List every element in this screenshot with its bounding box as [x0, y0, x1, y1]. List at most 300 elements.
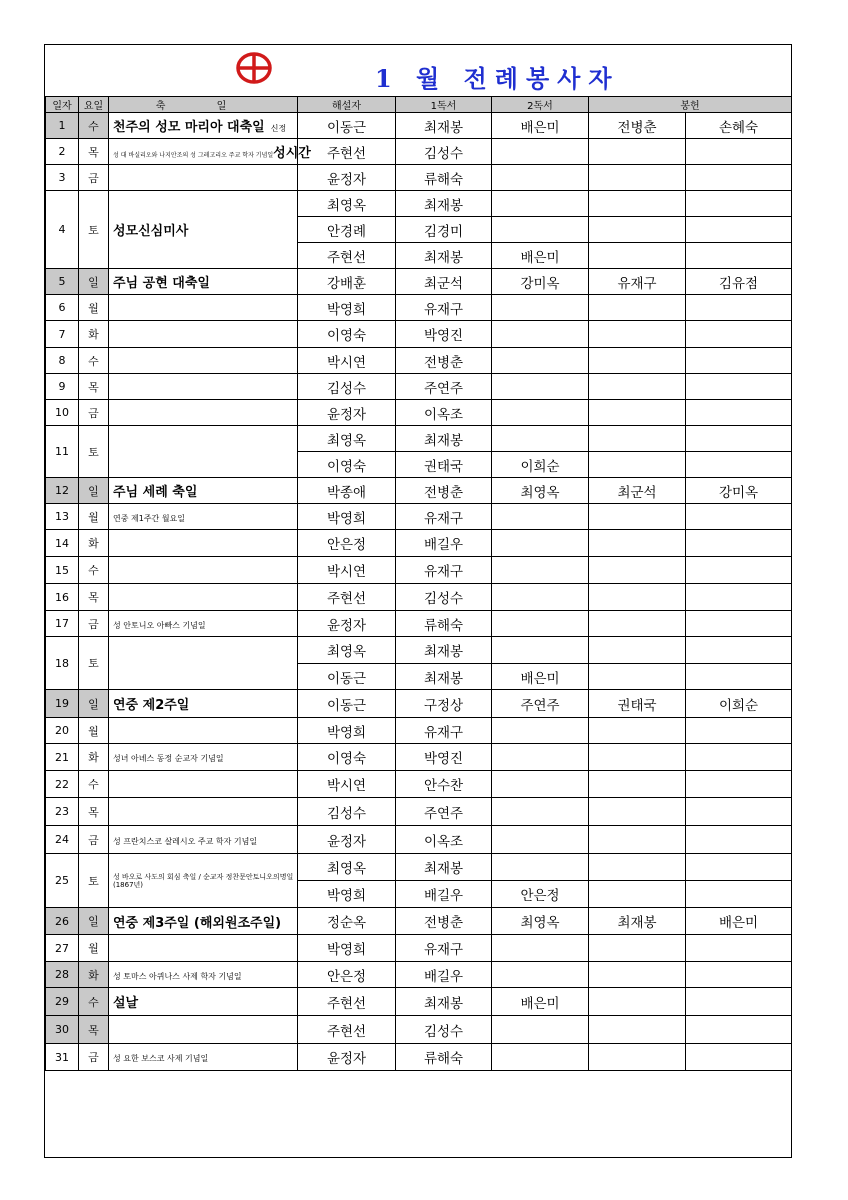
offering-cell-1: [589, 452, 686, 478]
weekday-cell: 일: [79, 908, 109, 935]
feast-name: 연중 제1주간 월요일: [113, 513, 185, 523]
date-cell: 26: [46, 908, 79, 935]
reading-1-cell: 김성수: [396, 584, 492, 611]
reading-2-cell: [492, 348, 589, 374]
reading-1-cell: 유재구: [396, 504, 492, 530]
weekday-cell: 토: [79, 191, 109, 269]
feast-cell: [109, 854, 298, 908]
commentator-cell: 박영희: [298, 718, 396, 744]
weekday-cell: 월: [79, 718, 109, 744]
offering-cell-2: [686, 504, 792, 530]
feast-name: 성 토마스 아퀴나스 사제 학자 기념일: [113, 971, 242, 981]
reading-2-cell: [492, 771, 589, 798]
offering-cell-1: [589, 504, 686, 530]
header-commentator: 해설자: [298, 97, 396, 113]
weekday-cell: 금: [79, 165, 109, 191]
header-reading-2: 2독서: [492, 97, 589, 113]
reading-2-cell: [492, 611, 589, 637]
feast-cell: [109, 935, 298, 962]
feast-cell: [109, 321, 298, 348]
commentator-cell: 최영옥: [298, 637, 396, 664]
feast-name: 성모신심미사: [113, 224, 189, 239]
date-cell: 1: [46, 113, 79, 139]
schedule-table: [45, 96, 792, 1071]
feast-cell: [109, 426, 298, 478]
offering-cell-1: [589, 321, 686, 348]
feast-cell: [109, 165, 298, 191]
feast-cell: [109, 295, 298, 321]
commentator-cell: 김성수: [298, 798, 396, 826]
table-row: [46, 908, 792, 935]
reading-1-cell: 최재봉: [396, 854, 492, 881]
feast-name: 주님 공현 대축일: [113, 276, 210, 291]
offering-cell-2: [686, 637, 792, 664]
weekday-cell: 수: [79, 348, 109, 374]
reading-1-cell: 최재봉: [396, 637, 492, 664]
cross-in-circle-icon: [235, 51, 273, 85]
feast-cell: [109, 988, 298, 1016]
table-row: [46, 557, 792, 584]
table-row: [46, 584, 792, 611]
reading-1-cell: 구정상: [396, 690, 492, 718]
offering-cell-1: [589, 664, 686, 690]
schedule-body: [46, 113, 792, 1071]
commentator-cell: 박영희: [298, 504, 396, 530]
weekday-cell: 일: [79, 478, 109, 504]
reading-1-cell: 주연주: [396, 798, 492, 826]
feast-cell: [109, 139, 311, 165]
offering-cell-2: 배은미: [686, 908, 792, 935]
date-cell: 12: [46, 478, 79, 504]
reading-1-cell: 류해숙: [396, 1044, 492, 1071]
reading-1-cell: 박영진: [396, 321, 492, 348]
reading-1-cell: 류해숙: [396, 611, 492, 637]
reading-1-cell: 주연주: [396, 374, 492, 400]
commentator-cell: 정순옥: [298, 908, 396, 935]
commentator-cell: 이영숙: [298, 321, 396, 348]
offering-cell-2: 손혜숙: [686, 113, 792, 139]
reading-2-cell: 최영옥: [492, 908, 589, 935]
date-cell: 2: [46, 139, 79, 165]
offering-cell-2: [686, 1016, 792, 1044]
offering-cell-2: [686, 295, 792, 321]
offering-cell-1: [589, 584, 686, 611]
reading-2-cell: [492, 584, 589, 611]
feast-name: 연중 제3주일 (해외원조주일): [113, 915, 282, 931]
reading-2-cell: 강미옥: [492, 269, 589, 295]
commentator-cell: 주현선: [298, 243, 396, 269]
weekday-cell: 수: [79, 113, 109, 139]
offering-cell-1: [589, 348, 686, 374]
table-row: [46, 295, 792, 321]
page-title: 1 월 전례봉사자: [375, 64, 620, 93]
date-cell: 21: [46, 744, 79, 771]
feast-cell: [109, 1016, 298, 1044]
table-row: [46, 718, 792, 744]
weekday-cell: 목: [79, 798, 109, 826]
weekday-cell: 화: [79, 321, 109, 348]
date-cell: 11: [46, 426, 79, 478]
commentator-cell: 윤정자: [298, 400, 396, 426]
table-row: [46, 426, 792, 452]
reading-1-cell: 최재봉: [396, 664, 492, 690]
feast-cell: [109, 1044, 298, 1071]
weekday-cell: 금: [79, 1044, 109, 1071]
offering-cell-2: [686, 718, 792, 744]
offering-cell-1: [589, 881, 686, 908]
offering-cell-1: 유재구: [589, 269, 686, 295]
reading-2-cell: [492, 637, 589, 664]
weekday-cell: 수: [79, 557, 109, 584]
offering-cell-2: [686, 988, 792, 1016]
offering-cell-2: [686, 139, 792, 165]
offering-cell-2: [686, 962, 792, 988]
table-row: [46, 935, 792, 962]
weekday-cell: 일: [79, 269, 109, 295]
date-cell: 16: [46, 584, 79, 611]
reading-1-cell: 유재구: [396, 295, 492, 321]
date-cell: 18: [46, 637, 79, 690]
reading-1-cell: 안수찬: [396, 771, 492, 798]
reading-2-cell: [492, 530, 589, 557]
offering-cell-2: 강미옥: [686, 478, 792, 504]
date-cell: 24: [46, 826, 79, 854]
offering-cell-1: [589, 191, 686, 217]
commentator-cell: 최영옥: [298, 854, 396, 881]
commentator-cell: 윤정자: [298, 1044, 396, 1071]
header-feast: 축 일: [109, 97, 298, 113]
feast-name: 성 안토니오 아빠스 기념일: [113, 620, 206, 630]
offering-cell-2: [686, 744, 792, 771]
offering-cell-1: 전병춘: [589, 113, 686, 139]
feast-suffix: 성시간: [273, 146, 311, 161]
offering-cell-2: [686, 217, 792, 243]
date-cell: 17: [46, 611, 79, 637]
weekday-cell: 목: [79, 139, 109, 165]
commentator-cell: 박시연: [298, 348, 396, 374]
offering-cell-2: [686, 452, 792, 478]
reading-1-cell: 최재봉: [396, 988, 492, 1016]
commentator-cell: 이영숙: [298, 744, 396, 771]
reading-1-cell: 김경미: [396, 217, 492, 243]
date-cell: 23: [46, 798, 79, 826]
feast-cell: [109, 478, 298, 504]
header-reading-1: 1독서: [396, 97, 492, 113]
feast-cell: [109, 962, 298, 988]
reading-1-cell: 전병춘: [396, 908, 492, 935]
weekday-cell: 토: [79, 426, 109, 478]
feast-name: 성 바오로 사도의 회심 축일 / 순교자 정찬문안토니오의명일(1867년): [113, 872, 294, 889]
reading-1-cell: 배길우: [396, 881, 492, 908]
weekday-cell: 일: [79, 690, 109, 718]
feast-cell: [109, 584, 298, 611]
table-header-row: [46, 97, 792, 113]
date-cell: 27: [46, 935, 79, 962]
weekday-cell: 월: [79, 935, 109, 962]
commentator-cell: 최영옥: [298, 191, 396, 217]
weekday-cell: 금: [79, 826, 109, 854]
weekday-cell: 수: [79, 771, 109, 798]
reading-1-cell: 이옥조: [396, 400, 492, 426]
table-row: [46, 611, 792, 637]
table-row: [46, 400, 792, 426]
feast-cell: [109, 113, 298, 139]
offering-cell-1: [589, 139, 686, 165]
reading-2-cell: [492, 962, 589, 988]
feast-cell: [109, 530, 298, 557]
offering-cell-1: [589, 165, 686, 191]
date-cell: 25: [46, 854, 79, 908]
offering-cell-1: [589, 1044, 686, 1071]
commentator-cell: 박영희: [298, 295, 396, 321]
reading-2-cell: 배은미: [492, 664, 589, 690]
table-row: [46, 269, 792, 295]
offering-cell-1: [589, 988, 686, 1016]
table-row: [46, 771, 792, 798]
offering-cell-2: [686, 771, 792, 798]
table-row: [46, 374, 792, 400]
reading-2-cell: [492, 139, 589, 165]
commentator-cell: 이영숙: [298, 452, 396, 478]
weekday-cell: 목: [79, 1016, 109, 1044]
reading-1-cell: 전병춘: [396, 348, 492, 374]
offering-cell-2: [686, 191, 792, 217]
table-row: [46, 826, 792, 854]
commentator-cell: 주현선: [298, 988, 396, 1016]
reading-1-cell: 전병춘: [396, 478, 492, 504]
feast-name: 연중 제2주일: [113, 698, 190, 713]
date-cell: 22: [46, 771, 79, 798]
offering-cell-2: [686, 611, 792, 637]
feast-cell: [109, 348, 298, 374]
weekday-cell: 목: [79, 584, 109, 611]
offering-cell-2: [686, 243, 792, 269]
commentator-cell: 윤정자: [298, 165, 396, 191]
offering-cell-2: [686, 826, 792, 854]
header-date: 일자: [46, 97, 79, 113]
offering-cell-2: [686, 530, 792, 557]
feast-cell: [109, 374, 298, 400]
weekday-cell: 화: [79, 744, 109, 771]
offering-cell-2: [686, 374, 792, 400]
reading-2-cell: [492, 165, 589, 191]
commentator-cell: 박시연: [298, 771, 396, 798]
commentator-cell: 안은정: [298, 962, 396, 988]
date-cell: 30: [46, 1016, 79, 1044]
reading-2-cell: 안은정: [492, 881, 589, 908]
date-cell: 3: [46, 165, 79, 191]
date-cell: 15: [46, 557, 79, 584]
reading-1-cell: 배길우: [396, 530, 492, 557]
weekday-cell: 화: [79, 530, 109, 557]
offering-cell-2: [686, 798, 792, 826]
offering-cell-1: [589, 611, 686, 637]
reading-2-cell: 배은미: [492, 988, 589, 1016]
commentator-cell: 박영희: [298, 881, 396, 908]
commentator-cell: 주현선: [298, 139, 396, 165]
date-cell: 10: [46, 400, 79, 426]
offering-cell-1: 최재봉: [589, 908, 686, 935]
reading-1-cell: 유재구: [396, 718, 492, 744]
offering-cell-1: [589, 400, 686, 426]
commentator-cell: 김성수: [298, 374, 396, 400]
reading-1-cell: 권태국: [396, 452, 492, 478]
feast-name: 주님 세례 축일: [113, 485, 198, 500]
feast-suffix: 신정: [270, 124, 287, 133]
offering-cell-1: [589, 243, 686, 269]
offering-cell-1: 권태국: [589, 690, 686, 718]
weekday-cell: 월: [79, 504, 109, 530]
table-row: [46, 854, 792, 881]
offering-cell-2: [686, 348, 792, 374]
offering-cell-1: [589, 798, 686, 826]
commentator-cell: 윤정자: [298, 826, 396, 854]
date-cell: 13: [46, 504, 79, 530]
date-cell: 28: [46, 962, 79, 988]
reading-2-cell: [492, 217, 589, 243]
reading-2-cell: [492, 1044, 589, 1071]
feast-cell: [109, 798, 298, 826]
reading-1-cell: 최재봉: [396, 243, 492, 269]
reading-2-cell: 최영옥: [492, 478, 589, 504]
offering-cell-2: 김유점: [686, 269, 792, 295]
feast-cell: [109, 611, 298, 637]
reading-2-cell: 이희순: [492, 452, 589, 478]
offering-cell-2: [686, 664, 792, 690]
weekday-cell: 월: [79, 295, 109, 321]
table-row: [46, 504, 792, 530]
date-cell: 9: [46, 374, 79, 400]
date-cell: 29: [46, 988, 79, 1016]
date-cell: 5: [46, 269, 79, 295]
reading-2-cell: [492, 400, 589, 426]
reading-1-cell: 김성수: [396, 1016, 492, 1044]
offering-cell-1: [589, 826, 686, 854]
reading-1-cell: 유재구: [396, 557, 492, 584]
reading-1-cell: 이옥조: [396, 826, 492, 854]
feast-name: 성 대 바실리오와 나지안조의 성 그레고리오 주교 학자 기념일: [113, 152, 274, 159]
feast-cell: [109, 771, 298, 798]
reading-1-cell: 박영진: [396, 744, 492, 771]
commentator-cell: 윤정자: [298, 611, 396, 637]
table-row: [46, 1044, 792, 1071]
feast-cell: [109, 637, 298, 690]
reading-2-cell: [492, 504, 589, 530]
feast-cell: [109, 908, 298, 935]
date-cell: 20: [46, 718, 79, 744]
date-cell: 14: [46, 530, 79, 557]
commentator-cell: 이동근: [298, 664, 396, 690]
header-offering: 봉헌: [589, 97, 792, 113]
offering-cell-2: [686, 854, 792, 881]
feast-cell: [109, 269, 298, 295]
table-row: [46, 637, 792, 664]
table-row: [46, 113, 792, 139]
feast-name: 성 프란치스코 살레시오 주교 학자 기념일: [113, 836, 258, 846]
commentator-cell: 박종애: [298, 478, 396, 504]
reading-2-cell: 배은미: [492, 243, 589, 269]
reading-2-cell: [492, 426, 589, 452]
feast-cell: [109, 504, 298, 530]
table-row: [46, 798, 792, 826]
reading-1-cell: 최군석: [396, 269, 492, 295]
offering-cell-2: [686, 426, 792, 452]
reading-2-cell: [492, 744, 589, 771]
date-cell: 8: [46, 348, 79, 374]
table-row: [46, 321, 792, 348]
offering-cell-1: [589, 854, 686, 881]
date-cell: 4: [46, 191, 79, 269]
table-row: [46, 962, 792, 988]
table-row: [46, 478, 792, 504]
reading-2-cell: 주연주: [492, 690, 589, 718]
offering-cell-2: [686, 935, 792, 962]
feast-name: 설날: [113, 996, 139, 1011]
feast-cell: [109, 400, 298, 426]
table-row: [46, 988, 792, 1016]
offering-cell-1: [589, 557, 686, 584]
offering-cell-2: [686, 881, 792, 908]
weekday-cell: 토: [79, 637, 109, 690]
offering-cell-1: 최군석: [589, 478, 686, 504]
offering-cell-2: [686, 1044, 792, 1071]
feast-cell: [109, 718, 298, 744]
offering-cell-1: [589, 374, 686, 400]
sheet-header: [45, 45, 791, 96]
reading-1-cell: 최재봉: [396, 191, 492, 217]
offering-cell-1: [589, 637, 686, 664]
reading-2-cell: 배은미: [492, 113, 589, 139]
reading-1-cell: 류해숙: [396, 165, 492, 191]
reading-1-cell: 최재봉: [396, 426, 492, 452]
table-row: [46, 348, 792, 374]
commentator-cell: 최영옥: [298, 426, 396, 452]
offering-cell-1: [589, 771, 686, 798]
reading-1-cell: 배길우: [396, 962, 492, 988]
reading-1-cell: 유재구: [396, 935, 492, 962]
weekday-cell: 화: [79, 962, 109, 988]
reading-2-cell: [492, 1016, 589, 1044]
weekday-cell: 금: [79, 611, 109, 637]
feast-cell: [109, 826, 298, 854]
offering-cell-1: [589, 295, 686, 321]
feast-cell: [109, 191, 298, 269]
header-weekday: 요일: [79, 97, 109, 113]
weekday-cell: 목: [79, 374, 109, 400]
offering-cell-2: [686, 400, 792, 426]
offering-cell-2: 이희순: [686, 690, 792, 718]
reading-2-cell: [492, 321, 589, 348]
reading-2-cell: [492, 854, 589, 881]
table-row: [46, 690, 792, 718]
reading-2-cell: [492, 295, 589, 321]
offering-cell-1: [589, 935, 686, 962]
offering-cell-2: [686, 165, 792, 191]
commentator-cell: 이동근: [298, 113, 396, 139]
offering-cell-2: [686, 321, 792, 348]
offering-cell-1: [589, 217, 686, 243]
reading-2-cell: [492, 374, 589, 400]
offering-cell-1: [589, 426, 686, 452]
reading-2-cell: [492, 935, 589, 962]
reading-2-cell: [492, 191, 589, 217]
feast-name: 천주의 성모 마리아 대축일: [113, 120, 265, 135]
reading-2-cell: [492, 798, 589, 826]
offering-cell-1: [589, 718, 686, 744]
feast-name: 성녀 아녜스 동정 순교자 기념일: [113, 754, 224, 763]
offering-cell-2: [686, 584, 792, 611]
weekday-cell: 금: [79, 400, 109, 426]
